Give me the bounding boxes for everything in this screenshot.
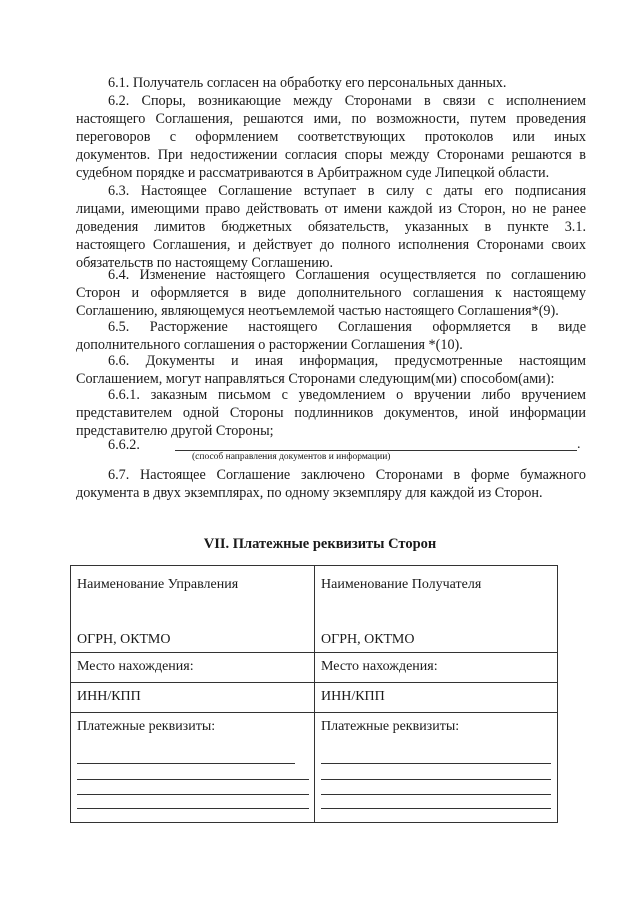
text-line: дополнительного соглашения о расторжении Соглашения *(10).	[76, 337, 463, 353]
paragraph-6-1	[76, 74, 586, 92]
paragraph-6-4	[76, 266, 586, 320]
text-line: 6.6. Документы и иная информация, предусмотренные настоящим	[108, 353, 586, 369]
row-divider	[71, 712, 557, 713]
text-line: 6.6.2.	[108, 437, 140, 453]
text-line: 6.2. Споры, возникающие между Сторонами в связи с исполнением	[108, 93, 586, 109]
right-payment-label: Платежные реквизиты:	[321, 719, 460, 734]
text-line: доведения лимитов бюджетных обязательств, указанных в пункте 3.1.	[76, 219, 586, 235]
text-line: Сторон и оформляется в виде дополнительного соглашения к настоящему	[76, 285, 586, 301]
text-line: переговоров с оформлением соответствующих протоколов или иных	[76, 129, 586, 145]
right-name-label: Наименование Получателя	[321, 577, 482, 592]
text-line: обязательств по настоящему Соглашению.	[76, 255, 334, 271]
left-blank-line	[77, 763, 295, 764]
row-divider	[71, 652, 557, 653]
text-line: документов. При недостижении согласия споры между Сторонами решаются в	[76, 147, 586, 163]
left-ogrn-label: ОГРН, ОКТМО	[77, 632, 171, 647]
text-line: Соглашению, являющемуся неотъемлемой частью настоящего Соглашения*(9).	[76, 303, 559, 319]
fill-in-caption: (способ направления документов и информации)	[192, 452, 391, 462]
text-line: 6.7. Настоящее Соглашение заключено Сторонами в форме бумажного	[108, 467, 586, 483]
section-heading: VII. Платежные реквизиты Сторон	[203, 536, 437, 552]
text-line: настоящего Соглашения, решаются ими, по возможности, путем проведения	[76, 111, 586, 127]
left-inn-label: ИНН/КПП	[77, 689, 141, 704]
text-line: Соглашением, могут направляться Сторонами следующим(ми) способом(ами):	[76, 371, 555, 387]
paragraph-6-5	[76, 318, 586, 354]
text-line: 6.6.1. заказным письмом с уведомлением о вручении либо вручением	[108, 387, 586, 403]
text-line: настоящего Соглашения, и действует до полного исполнения Сторонами своих	[76, 237, 586, 253]
left-payment-label: Платежные реквизиты:	[77, 719, 216, 734]
right-blank-line	[321, 794, 551, 795]
text-line: 6.3. Настоящее Соглашение вступает в силу с даты его подписания	[108, 183, 586, 199]
requisites-table	[70, 565, 558, 823]
left-blank-line	[77, 808, 309, 809]
right-ogrn-label: ОГРН, ОКТМО	[321, 632, 415, 647]
paragraph-6-3	[76, 182, 586, 272]
text-line: 6.5. Расторжение настоящего Соглашения оформляется в виде	[108, 319, 586, 335]
right-inn-label: ИНН/КПП	[321, 689, 385, 704]
left-blank-line	[77, 794, 309, 795]
text-line: лицами, имеющими право действовать от имени каждой из Сторон, но не ранее	[76, 201, 586, 217]
column-divider	[314, 566, 315, 822]
text-line: представителю другой Стороны;	[76, 423, 274, 439]
right-blank-line	[321, 763, 551, 764]
paragraph-6-6	[76, 352, 586, 388]
text-line: представителем одной Стороны подлинников документов, иной информации	[76, 405, 586, 421]
text-line: судебном порядке и рассматриваются в Арбитражном суде Липецкой области.	[76, 165, 550, 181]
right-blank-line	[321, 808, 551, 809]
line-end-period: .	[577, 437, 581, 452]
text-line: 6.4. Изменение настоящего Соглашения осуществляется по соглашению	[108, 267, 586, 283]
left-name-label: Наименование Управления	[77, 577, 239, 592]
right-location-label: Место нахождения:	[321, 659, 438, 674]
text-line: 6.1. Получатель согласен на обработку его персональных данных.	[108, 75, 507, 91]
paragraph-6-7	[76, 466, 586, 502]
fill-in-line	[175, 450, 577, 451]
row-divider	[71, 682, 557, 683]
right-blank-line	[321, 779, 551, 780]
paragraph-6-2	[76, 92, 586, 182]
left-blank-line	[77, 779, 309, 780]
paragraph-6-6-1	[76, 386, 586, 440]
left-location-label: Место нахождения:	[77, 659, 194, 674]
text-line: документа в двух экземплярах, по одному экземпляру для каждой из Сторон.	[76, 485, 543, 501]
